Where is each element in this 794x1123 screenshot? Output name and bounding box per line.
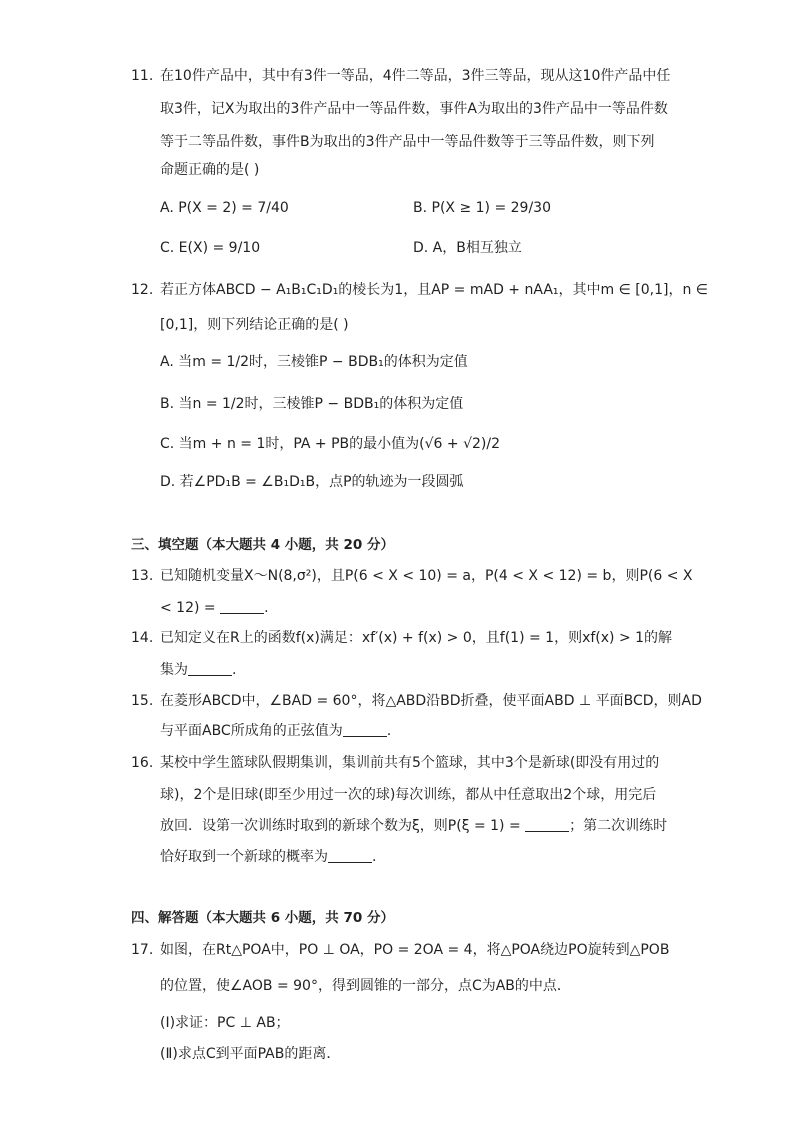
q16-answer-blank-1[interactable]	[525, 817, 569, 832]
q11-line-1: 在10件产品中，其中有3件一等品，4件二等品，3件三等品，现从这10件产品中任	[160, 68, 671, 84]
q16-line-3	[160, 816, 667, 836]
q14-line-2	[160, 660, 236, 680]
q15-line-2	[160, 721, 391, 741]
q12-option-a: A. 当m = 1/2时，三棱锥P − BDB₁的体积为定值	[160, 354, 468, 370]
q14-number: 14.	[131, 630, 154, 646]
q13-line-2	[160, 598, 269, 618]
q16-line-3-end: ；第二次训练时	[569, 818, 668, 834]
q13-line-2-end: .	[264, 600, 269, 616]
q11-option-c: C. E(X) = 9/10	[160, 240, 261, 256]
q11-line-4: 命题正确的是( )	[160, 162, 260, 178]
q16-line-1: 某校中学生篮球队假期集训，集训前共有5个篮球，其中3个是新球(即没有用过的	[160, 755, 660, 771]
q16-line-4	[160, 847, 376, 867]
q14-line-2-text: 集为	[160, 662, 188, 678]
q17-line-2: 的位置，使∠AOB = 90°，得到圆锥的一部分，点C为AB的中点．	[160, 978, 571, 994]
q13-number: 13.	[131, 568, 154, 584]
q11-option-d: D. A，B相互独立	[413, 240, 522, 256]
q17-line-1: 如图，在Rt△POA中，PO ⊥ OA，PO = 2OA = 4，将△POA绕边PO旋转到△POB	[160, 942, 670, 958]
q11-option-a: A. P(X = 2) = 7/40	[160, 200, 289, 216]
q16-answer-blank-2[interactable]	[328, 848, 372, 863]
q15-number: 15.	[131, 693, 154, 709]
q12-line-1: 若正方体ABCD − A₁B₁C₁D₁的棱长为1，且AP = mAD + nAA₁，其中m ∈ [0,1]，n ∈	[160, 282, 708, 298]
q13-line-1: 已知随机变量X～N(8,σ²)，且P(6 < X < 10) = a，P(4 < X < 12) = b，则P(6 < X	[160, 568, 693, 584]
q11-option-b: B. P(X ≥ 1) = 29/30	[413, 200, 551, 216]
q12-option-d: D. 若∠PD₁B = ∠B₁D₁B，点P的轨迹为一段圆弧	[160, 474, 464, 490]
q17-number: 17.	[131, 942, 154, 958]
q14-answer-blank[interactable]	[188, 661, 232, 676]
q14-line-1: 已知定义在R上的函数f(x)满足：xf′(x) + f(x) > 0，且f(1) = 1，则xf(x) > 1的解	[160, 630, 673, 646]
q13-answer-blank[interactable]	[220, 599, 264, 614]
q17-part-2: (Ⅱ)求点C到平面PAB的距离．	[160, 1046, 341, 1062]
q16-line-3-text: 放回．设第一次训练时取到的新球个数为ξ，则P(ξ = 1) =	[160, 818, 521, 834]
q16-line-4-end: .	[372, 849, 377, 865]
q12-line-2: [0,1]，则下列结论正确的是( )	[160, 317, 349, 333]
q16-line-4-text: 恰好取到一个新球的概率为	[160, 849, 328, 865]
q12-option-b: B. 当n = 1/2时，三棱锥P − BDB₁的体积为定值	[160, 396, 464, 412]
q16-line-2: 球)，2个是旧球(即至少用过一次的球)每次训练，都从中任意取出2个球，用完后	[160, 787, 657, 803]
q15-line-2-text: 与平面ABC所成角的正弦值为	[160, 723, 343, 739]
q15-line-2-end: .	[386, 723, 392, 739]
q17-part-1: (Ⅰ)求证：PC ⊥ AB；	[160, 1015, 290, 1031]
q14-line-2-end: .	[232, 662, 237, 678]
q11-number: 11.	[131, 68, 154, 84]
q13-line-2-text: < 12) =	[160, 600, 216, 616]
q15-line-1: 在菱形ABCD中，∠BAD = 60°，将△ABD沿BD折叠，使平面ABD ⊥ 平面BCD，则AD	[160, 693, 702, 709]
q15-answer-blank[interactable]	[343, 722, 387, 737]
q12-number: 12.	[131, 282, 154, 298]
q11-line-2: 取3件，记X为取出的3件产品中一等品件数，事件A为取出的3件产品中一等品件数	[160, 101, 668, 117]
q16-number: 16.	[131, 755, 154, 771]
q11-line-3: 等于二等品件数，事件B为取出的3件产品中一等品件数等于三等品件数，则下列	[160, 134, 655, 150]
q12-option-c: C. 当m + n = 1时，PA + PB的最小值为(√6 + √2)/2	[160, 436, 500, 452]
section-4-heading: 四、解答题（本大题共 6 小题，共 70 分）	[131, 910, 394, 926]
section-3-heading: 三、填空题（本大题共 4 小题，共 20 分）	[131, 537, 394, 553]
